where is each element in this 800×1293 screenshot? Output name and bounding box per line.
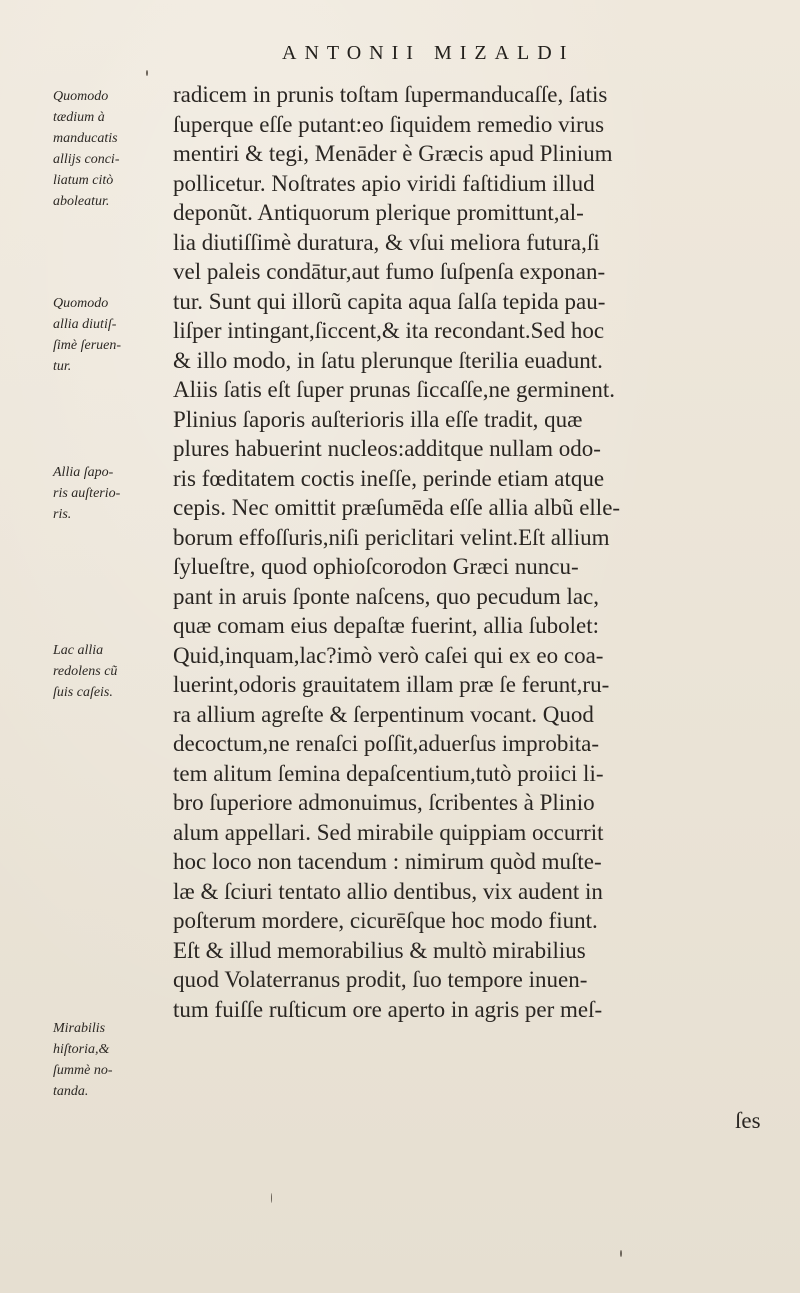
margin-note-line: manducatis bbox=[53, 131, 118, 146]
text-line: cepis. Nec omittit præſumēda eſſe allia albũ elle- bbox=[173, 495, 621, 520]
text-line: alum appellari. Sed mirabile quippiam occurrit bbox=[173, 819, 604, 845]
margin-note-line: Quomodo bbox=[53, 89, 109, 104]
text-line: bro ſuperiore admonuimus, ſcribentes à Plinio bbox=[173, 790, 595, 815]
margin-note-line: Quomodo bbox=[53, 296, 109, 311]
text-line: poſterum mordere, cicurēſque hoc modo fiunt. bbox=[173, 908, 598, 933]
text-line: Quid,inquam,lac?imò verò caſei qui ex eo coa- bbox=[173, 642, 604, 668]
text-line: & illo modo, in ſatu plerunque ſterilia euadunt. bbox=[173, 347, 603, 373]
text-line: vel paleis condātur,aut fumo ſuſpenſa exponan- bbox=[173, 259, 606, 284]
margin-note-line: liatum citò bbox=[53, 173, 114, 188]
paper-speck bbox=[271, 1193, 272, 1203]
main-text-block bbox=[173, 80, 793, 1024]
text-line: ſuperque eſſe putant:eo ſiquidem remedio virus bbox=[173, 111, 605, 137]
text-line: Aliis ſatis eſt ſuper prunas ſiccaſſe,ne germinent. bbox=[173, 377, 615, 402]
margin-note-line: tanda. bbox=[53, 1084, 89, 1099]
text-line: tem alitum ſemina depaſcentium,tutò proiici li- bbox=[173, 760, 604, 786]
paper-speck bbox=[620, 1250, 622, 1257]
text-line: quæ comam eius depaſtæ fuerint, allia ſubolet: bbox=[173, 613, 600, 638]
text-line: ris fœditatem coctis ineſſe, perinde etiam atque bbox=[173, 465, 605, 491]
margin-note-line: allia diutiſ- bbox=[53, 317, 117, 332]
text-line: liſper intingant,ſiccent,& ita recondant.Sed hoc bbox=[173, 318, 605, 343]
margin-note bbox=[53, 640, 168, 703]
margin-note-line: ſummè no- bbox=[53, 1063, 113, 1078]
margin-note-line: Mirabilis bbox=[53, 1021, 106, 1036]
text-line: ſylueſtre, quod ophioſcorodon Græci nuncu- bbox=[173, 554, 579, 579]
margin-note-line: ris auſterio- bbox=[53, 486, 121, 501]
text-line: deponũt. Antiquorum plerique promittunt,al- bbox=[173, 200, 584, 225]
text-line: radicem in prunis toſtam ſupermanducaſſe, ſatis bbox=[173, 82, 608, 107]
margin-note-line: hiſtoria,& bbox=[53, 1042, 110, 1057]
marginal-notes bbox=[0, 0, 170, 1293]
text-line: borum effoſſuris,niſi periclitari velint.Eſt allium bbox=[173, 524, 610, 550]
margin-note-line: ſimè ſeruen- bbox=[53, 338, 122, 353]
text-line: decoctum,ne renaſci poſſit,aduerſus improbita- bbox=[173, 731, 599, 756]
text-line: pollicetur. Noſtrates apio viridi faſtidium illud bbox=[173, 170, 595, 196]
margin-note-line: tur. bbox=[53, 359, 72, 374]
text-line: ra allium agreſte & ſerpentinum vocant. Quod bbox=[173, 701, 594, 727]
margin-note bbox=[53, 293, 168, 377]
margin-note-line: ſuis caſeis. bbox=[53, 685, 113, 700]
margin-note bbox=[53, 86, 168, 212]
margin-note bbox=[53, 1018, 168, 1102]
text-line: mentiri & tegi, Menāder è Græcis apud Plinium bbox=[173, 141, 613, 166]
margin-note-line: aboleatur. bbox=[53, 194, 110, 209]
text-line: luerint,odoris grauitatem illam præ ſe ferunt,ru- bbox=[173, 672, 610, 697]
text-line: tur. Sunt qui illorũ capita aqua ſalſa tepida pau- bbox=[173, 288, 606, 314]
text-line: quod Volaterranus prodit, ſuo tempore inuen- bbox=[173, 967, 588, 992]
text-line: tum fuiſſe ruſticum ore aperto in agris per meſ- bbox=[173, 996, 603, 1022]
text-line: plures habuerint nucleos:additque nullam odo- bbox=[173, 436, 601, 461]
margin-note-line: tædium à bbox=[53, 110, 105, 125]
text-line: Eſt & illud memorabilius & multò mirabilius bbox=[173, 937, 586, 963]
margin-note-line: Allia ſapo- bbox=[53, 465, 114, 480]
margin-note-line: Lac allia bbox=[53, 643, 104, 658]
text-line: lia diutiſſimè duratura, & vſui meliora futura,ſi bbox=[173, 229, 600, 255]
text-line: hoc loco non tacendum : nimirum quòd muſte- bbox=[173, 849, 602, 874]
margin-note-line: ris. bbox=[53, 507, 72, 522]
margin-note bbox=[53, 462, 168, 525]
catchword: ſes bbox=[735, 1108, 761, 1133]
margin-note-line: redolens cũ bbox=[53, 664, 118, 679]
paper-speck bbox=[146, 70, 148, 76]
margin-note-line: allijs conci- bbox=[53, 152, 120, 167]
text-line: pant in aruis ſponte naſcens, quo pecudum lac, bbox=[173, 583, 600, 609]
text-line: Plinius ſaporis auſterioris illa eſſe tradit, quæ bbox=[173, 406, 583, 432]
running-header: ANTONII MIZALDI bbox=[282, 42, 575, 64]
text-line: læ & ſciuri tentato allio dentibus, vix audent in bbox=[173, 878, 603, 904]
